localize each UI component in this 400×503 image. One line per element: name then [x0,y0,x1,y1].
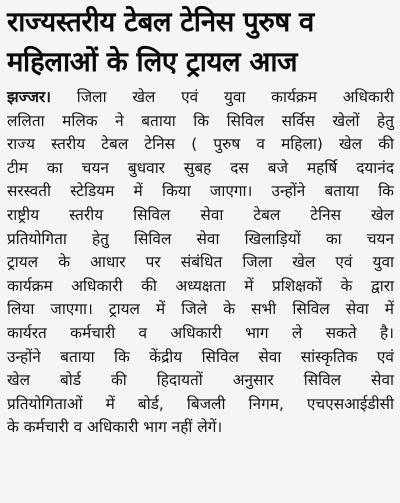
body-line: प्रतियोगिताओं में बोर्ड, बिजली निगम, एचएसआईडीसी [7,394,394,413]
body-line: ललिता मलिक ने बताया कि सिविल सर्विस खेलों हेतु [7,111,394,130]
headline-line-1: राज्यस्तरीय टेबल टेनिस पुरुष व [7,6,314,38]
article-body [7,86,394,440]
body-line: कार्यक्रम अधिकारी की अध्यक्षता में प्रशिक्षकों के द्वारा [7,276,394,295]
body-line [7,86,394,110]
body-line: राज्य स्तरीय टेबल टेनिस ( पुरुष व महिला) खेल की [7,135,394,154]
body-line: ट्रायल के आधार पर संबंधित जिला खेल एवं युवा [7,253,394,272]
body-line: टीम का चयन बुधवार सुबह दस बजे महर्षि दयानंद [7,158,394,177]
body-line-text: जिला खेल एवं युवा कार्यक्रम अधिकारी [51,88,394,106]
body-line: कार्यरत कर्मचारी व अधिकारी भाग ले सकते है। [7,323,394,342]
body-line: सरस्वती स्टेडियम में किया जाएगा। उन्होंने बताया कि [7,182,394,201]
body-line: के कर्मचारी व अधिकारी भाग नहीं लेगें। [7,418,223,437]
body-line: लिया जाएगा। ट्रायल में जिले के सभी सिविल सेवा में [7,300,394,319]
body-line: उन्होंने बताया कि केंद्रीय सिविल सेवा सांस्कृतिक एवं [7,347,394,366]
headline [7,2,394,82]
body-line: राष्ट्रीय स्तरीय सिविल सेवा टेबल टेनिस खेल [7,205,394,224]
headline-line-2: महिलाओं के लिए ट्रायल आज [7,46,298,78]
body-line: प्रतियोगिता हेतु सिविल सेवा खिलाड़ियों का चयन [7,229,394,248]
dateline: झज्जर। [7,88,51,106]
body-line: खेल बोर्ड की हिदायतों अनुसार सिविल सेवा [7,371,394,390]
